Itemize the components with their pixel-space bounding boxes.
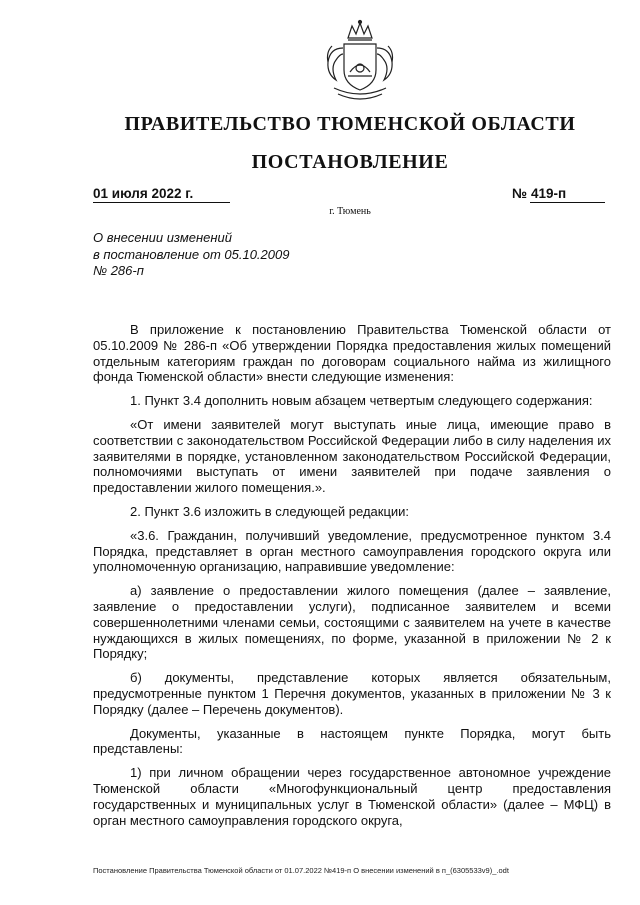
government-title: ПРАВИТЕЛЬСТВО ТЮМЕНСКОЙ ОБЛАСТИ bbox=[124, 113, 576, 135]
body-paragraph: В приложение к постановлению Правительства Тюменской области от 05.10.2009 № 286-п «Об утверждении Порядка предоставления жилых помещений отдельным категориям граждан по договорам социального найма из жилищного фонда Тюменской области» внести следующие изменения: bbox=[93, 322, 611, 385]
subject-line: № 286-п bbox=[93, 263, 144, 278]
body-paragraph: б) документы, представление которых является обязательным, предусмотренные пунктом 1 Перечня документов, указанных в приложении № 3 к Порядку (далее – Перечень документов). bbox=[93, 670, 611, 717]
document-number: 419-п bbox=[530, 186, 605, 203]
page-footer: Постановление Правительства Тюменской области от 01.07.2022 №419-п О внесении изменений в п_(6305533v9)_.odt bbox=[93, 866, 509, 875]
document-type: ПОСТАНОВЛЕНИЕ bbox=[251, 151, 449, 173]
body-paragraph: «3.6. Гражданин, получивший уведомление, предусмотренное пунктом 3.4 Порядка, представляет в орган местного самоуправления городского округа или уполномоченную организацию, направившие уведомление: bbox=[93, 527, 611, 575]
document-date: 01 июля 2022 г. bbox=[93, 186, 230, 203]
coat-of-arms-icon bbox=[316, 18, 404, 106]
subject-line: в постановление от 05.10.2009 bbox=[93, 246, 290, 262]
city: г. Тюмень bbox=[329, 206, 371, 217]
subject-line: О внесении изменений bbox=[93, 230, 232, 245]
document-subject bbox=[93, 230, 393, 280]
document-body bbox=[93, 322, 611, 836]
body-paragraph: 1. Пункт 3.4 дополнить новым абзацем четвертым следующего содержания: bbox=[130, 393, 593, 409]
body-paragraph: «От имени заявителей могут выступать иные лица, имеющие право в соответствии с законодательством Российской Федерации либо в силу наделения их заявителями в порядке, установленном законодательством Российской Федерации, полномочиями выступать от имени заявителей при подаче заявления о предоставлении жилого помещения.». bbox=[93, 416, 611, 496]
body-paragraph: 1) при личном обращении через государственное автономное учреждение Тюменской области «Многофункциональный центр предоставления государственных и муниципальных услуг в Тюменской области» (далее – МФЦ) в орган местного самоуправления городского округа, bbox=[93, 765, 611, 828]
number-label: № bbox=[512, 186, 528, 201]
body-paragraph: Документы, указанные в настоящем пункте Порядка, могут быть представлены: bbox=[93, 725, 611, 757]
body-paragraph: 2. Пункт 3.6 изложить в следующей редакции: bbox=[130, 503, 410, 519]
body-paragraph: а) заявление о предоставлении жилого помещения (далее – заявление, заявление о предоставлении услуги), подписанное заявителем и всеми совершеннолетними членами семьи, состоящими с заявителем на учете в качестве нуждающихся в жилых помещениях, по форме, указанной в приложении № 2 к Порядку; bbox=[93, 583, 611, 662]
